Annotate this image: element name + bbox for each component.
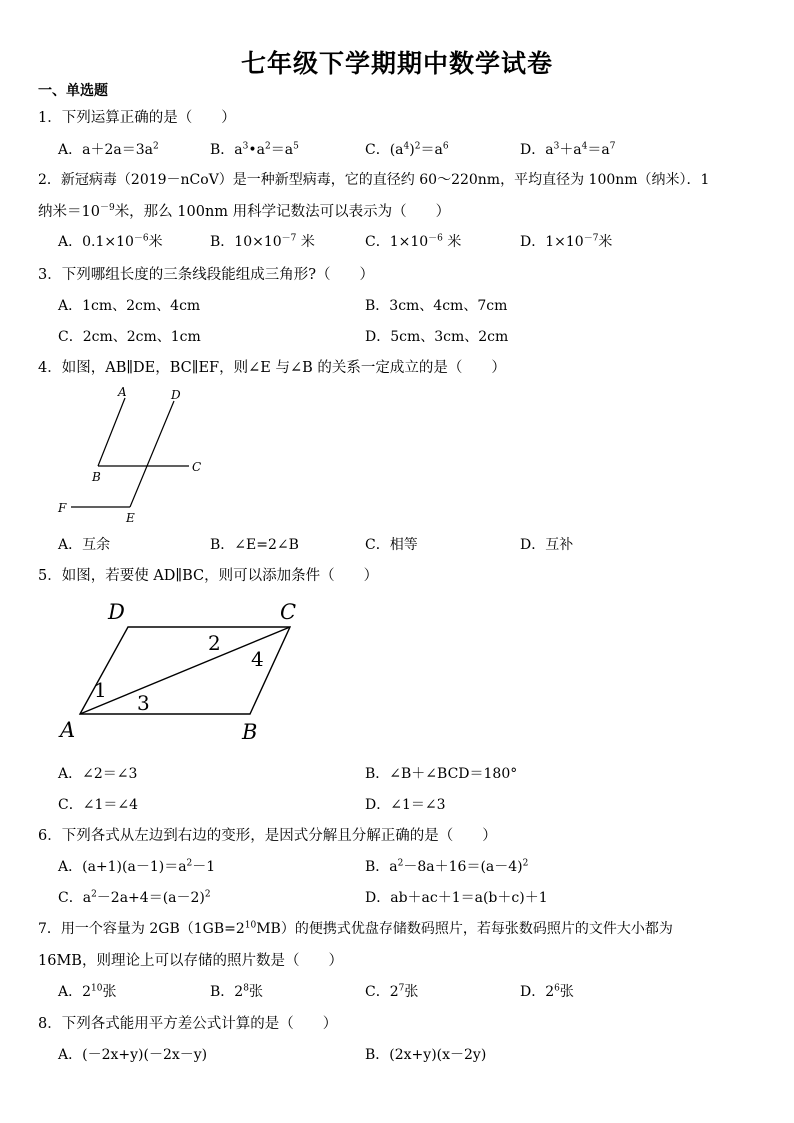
q3-option-d[interactable]: D．5cm、3cm、2cm (365, 329, 509, 345)
q2-option-c[interactable]: C．$1\times 10^{-6}$ 米 (365, 233, 462, 250)
question-5-stem: 5．如图，若要使 AD∥BC，则可以添加条件（ ） (38, 568, 379, 584)
page-title: 七年级下学期期中数学试卷 (240, 49, 553, 78)
q5-option-a[interactable]: A．∠2＝∠3 (58, 766, 138, 782)
question-7-stem-line2: 16MB，则理论上可以存储的照片数是（ ） (38, 953, 343, 969)
q5-angle-2: 2 (208, 631, 221, 655)
question-2-stem-line1: 2．新冠病毒（2019－nCoV）是一种新型病毒，它的直径约 60～220nm，平均直径为 100nm（纳米）．1 (38, 172, 710, 188)
q5-label-c: C (280, 600, 297, 624)
q5-angle-3: 3 (137, 691, 150, 715)
q4-label-f: F (58, 501, 67, 515)
question-7-stem-line1: 7．用一个容量为 $2GB(1GB=2^{10}MB)$的便携式优盘存储数码照片，若每张数码照片的文件大小都为 (38, 920, 673, 937)
q6-option-a[interactable]: A．$(a+1)(a-1)=a^2-1$ (58, 858, 216, 875)
q5-label-d: D (108, 600, 125, 624)
q3-option-a[interactable]: A．1cm、2cm、4cm (58, 298, 201, 314)
q5-label-b: B (242, 720, 258, 744)
q4-option-c[interactable]: C．相等 (365, 537, 418, 553)
question-2-stem-line2: 纳米$=10^{-9}$米，那么 100nm 用科学记数法可以表示为（ ） (38, 203, 451, 220)
q5-angle-1: 1 (94, 678, 107, 702)
q4-label-b: B (92, 470, 101, 484)
q5-option-d[interactable]: D．∠1＝∠3 (365, 797, 446, 813)
q7-option-d[interactable]: D．$2^6$张 (520, 983, 574, 1000)
q2-option-b[interactable]: B．$10\times 10^{-7}$ 米 (210, 233, 315, 250)
q7-option-a[interactable]: A．$2^{10}$张 (58, 983, 117, 1000)
q6-option-c[interactable]: C．$a^2-2a+4=(a-2)^2$ (58, 889, 211, 906)
q2-option-d[interactable]: D．$1\times 10^{-7}$米 (520, 233, 613, 250)
q6-option-d[interactable]: D．ab＋ac＋1＝a(b＋c)＋1 (365, 890, 548, 906)
q4-parallel-lines-figure (50, 380, 220, 528)
q4-option-b[interactable]: B．∠E=2∠B (210, 537, 299, 553)
q5-option-b[interactable]: B．∠B＋∠BCD＝180° (365, 766, 518, 782)
question-4-stem: 4．如图，AB∥DE，BC∥EF，则∠E 与∠B 的关系一定成立的是（ ） (38, 360, 506, 376)
q5-option-c[interactable]: C．∠1＝∠4 (58, 797, 138, 813)
q6-option-b[interactable]: B．$a^2-8a+16=(a-4)^2$ (365, 858, 529, 875)
q4-option-a[interactable]: A．互余 (58, 537, 111, 553)
q5-parallelogram-figure (50, 592, 320, 750)
q8-option-a[interactable]: A．(－2x+y)(－2x－y) (58, 1047, 208, 1063)
q7-option-c[interactable]: C．$2^7$张 (365, 983, 419, 1000)
q3-option-b[interactable]: B．3cm、4cm、7cm (365, 298, 508, 314)
q3-option-c[interactable]: C．2cm、2cm、1cm (58, 329, 201, 345)
q5-label-a: A (60, 718, 76, 742)
q7-option-b[interactable]: B．$2^8$张 (210, 983, 263, 1000)
q4-label-a: A (118, 385, 127, 399)
q2-option-a[interactable]: A．$0.1\times 10^{-6}$米 (58, 233, 163, 250)
q4-label-c: C (192, 460, 202, 474)
q1-option-d[interactable]: D．$a^3+a^4=a^7$ (520, 141, 616, 158)
question-6-stem: 6．下列各式从左边到右边的变形，是因式分解且分解正确的是（ ） (38, 828, 497, 844)
q1-option-b[interactable]: B．$a^3•a^2=a^5$ (210, 141, 299, 158)
question-3-stem: 3．下列哪组长度的三条线段能组成三角形?（ ） (38, 267, 374, 283)
q1-option-c[interactable]: C．$(a^4)^2=a^6$ (365, 141, 449, 158)
section-heading: 一、单选题 (38, 83, 108, 99)
q4-label-e: E (126, 511, 135, 525)
question-8-stem: 8．下列各式能用平方差公式计算的是（ ） (38, 1016, 338, 1032)
q4-label-d: D (171, 388, 181, 402)
question-1-stem: 1．下列运算正确的是（ ） (38, 110, 236, 126)
q8-option-b[interactable]: B．(2x+y)(x－2y) (365, 1047, 487, 1063)
q4-option-d[interactable]: D．互补 (520, 537, 574, 553)
q5-angle-4: 4 (251, 647, 264, 671)
q1-option-a[interactable]: A．$a+2a=3a^2$ (58, 141, 159, 158)
